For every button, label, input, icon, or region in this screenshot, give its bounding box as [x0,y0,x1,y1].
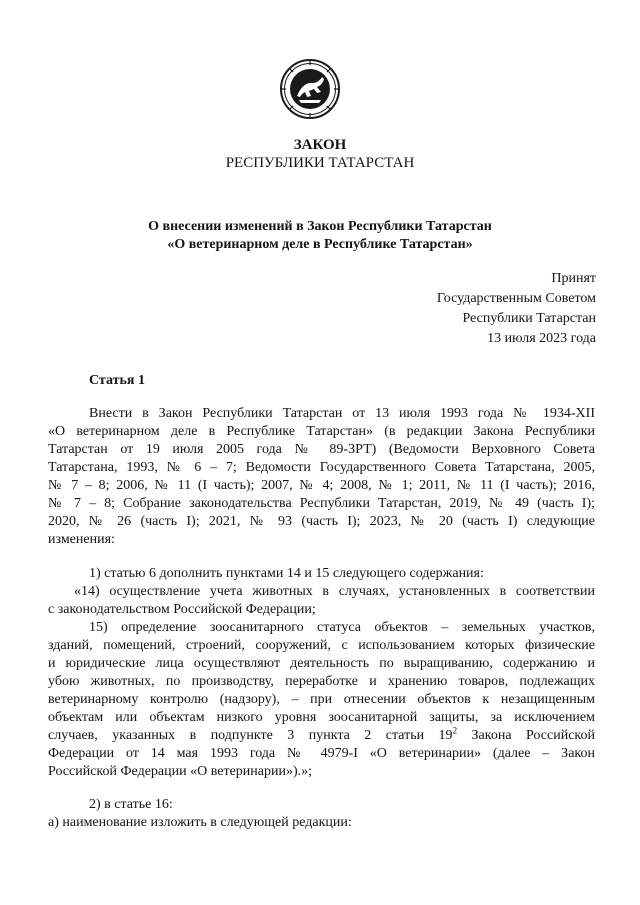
adoption-line: Принят [551,271,596,286]
body-line: 2020, № 26 (часть I); 2021, № 93 (часть I); 2023, № 20 (часть I) следующие [48,514,595,529]
law-title: ЗАКОН [293,137,347,153]
body-text: Закона Российской [457,728,595,743]
body-line: № 7 – 8; Собрание законодательства Республики Татарстан, 2019, № 49 (часть I); [48,496,595,511]
body-line: 1) статью 6 дополнить пунктами 14 и 15 следующего содержания: [89,566,484,581]
body-line [48,725,595,744]
superscript: 2 [452,725,458,736]
body-line: объектам или объектам низкого уровня зоосанитарной защиты, за исключением [48,710,595,725]
body-line: «О ветеринарном деле в Республике Татарстан» (в редакции Закона Республики [48,424,595,439]
adoption-line: Государственным Советом [436,291,596,306]
body-line: Российской Федерации «О ветеринарии»).»; [48,764,313,779]
adoption-date: 13 июля 2023 года [487,331,596,346]
body-text: случаев, указанных в подпункте 3 пункта 2 статьи 19 [48,728,453,743]
body-line: а) наименование изложить в следующей редакции: [48,815,352,830]
body-line: Федерации от 14 мая 1993 года № 4979-I «О ветеринарии» (далее – Закон [48,746,595,761]
body-line: зданий, помещений, строений, сооружений, с использованием которых физические [48,638,595,653]
body-line: и юридические лица осуществляют деятельность по выращиванию, содержанию и [48,656,595,671]
body-line: с законодательством Российской Федерации; [48,602,316,617]
law-heading-line: «О ветеринарном деле в Республике Татарстан» [167,237,473,252]
body-line: ветеринарному контролю (надзору), – при отнесении объектов к незащищенным [48,692,595,707]
coat-of-arms-emblem [279,58,341,120]
body-line: убою животных, по производству, переработке и хранению товаров, подлежащих [48,674,595,689]
body-line: Внести в Закон Республики Татарстан от 13 июля 1993 года № 1934-XII [89,406,595,421]
article-title: Статья 1 [89,373,145,388]
adoption-block [437,269,596,349]
body-line: 15) определение зоосанитарного статуса объектов – земельных участков, [89,620,595,635]
body-line: 2) в статье 16: [89,797,173,812]
body-line: № 7 – 8; 2006, № 11 (I часть); 2007, № 4; 2008, № 1; 2011, № 11 (I часть); 2016, [48,478,595,493]
body-line: «14) осуществление учета животных в случаях, установленных в соответствии [74,584,595,599]
law-subtitle: РЕСПУБЛИКИ ТАТАРСТАН [225,155,415,171]
body-line: Татарстан от 19 июля 2005 года № 89-ЗРТ) (Ведомости Верховного Совета [48,442,595,457]
body-line: изменения: [48,532,115,547]
body-line: Татарстана, 1993, № 6 – 7; Ведомости Государственного Совета Татарстана, 2005, [48,460,595,475]
adoption-line: Республики Татарстан [462,311,596,326]
law-heading-line: О внесении изменений в Закон Республики Татарстан [148,219,492,234]
